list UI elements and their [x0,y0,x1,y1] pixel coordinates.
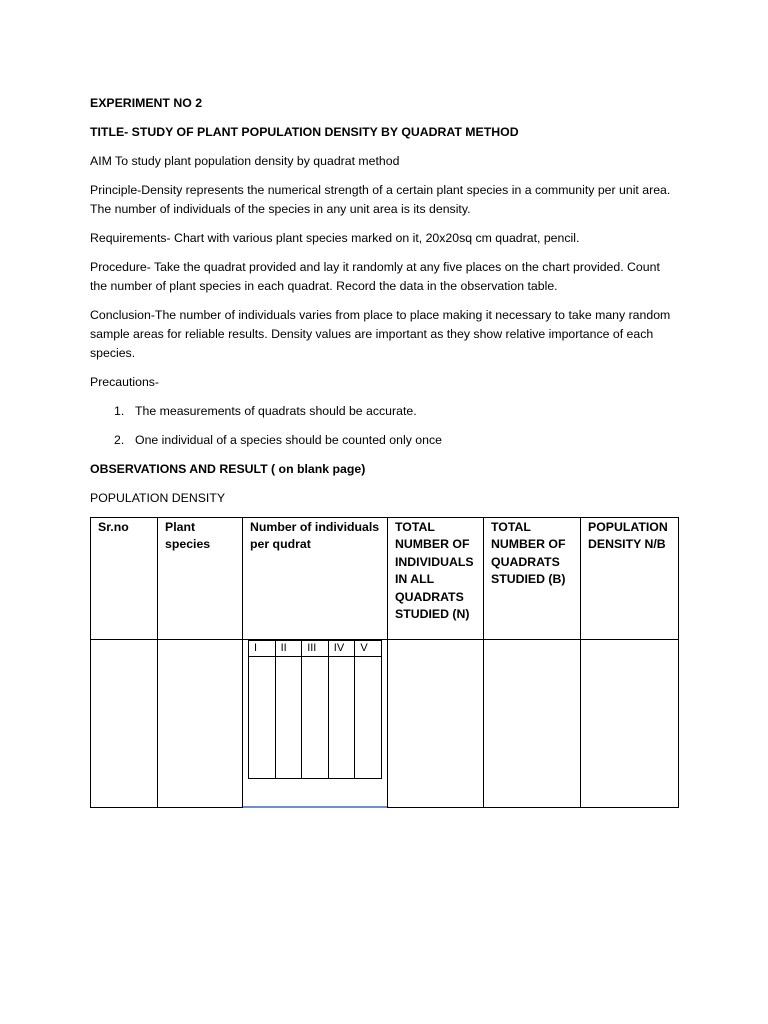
table-cell [388,640,484,808]
table-header-row [91,518,679,640]
table-cell [91,640,158,808]
quadrat-value-row [249,657,382,779]
aim-paragraph: AIM To study plant population density by quadrat method [90,154,400,168]
precautions-label: Precautions- [90,375,160,389]
quadrat-subtable [248,640,382,779]
procedure-paragraph: Procedure- Take the quadrat provided and lay it randomly at any five places on the chart provided. Count the number of plant species in each quadrat. Record the data in the observation table. [90,260,660,293]
header-individuals-per-quadrat: Number of individuals per qudrat [250,520,380,552]
header-cell [581,518,679,640]
experiment-title: TITLE- STUDY OF PLANT POPULATION DENSITY BY QUADRAT METHOD [90,125,519,139]
header-cell [484,518,581,640]
header-cell [91,518,158,640]
quadrat-value-cell [355,657,382,779]
quadrat-cell [243,640,388,808]
quadrat-label: I [249,641,276,657]
conclusion-paragraph: Conclusion-The number of individuals varies from place to place making it necessary to take many random sample areas for reliable results. Density values are important as they show relative importance of each species. [90,308,671,360]
header-cell [388,518,484,640]
table-cell [158,640,243,808]
header-population-density: POPULATION DENSITY N/B [588,520,668,552]
precautions-list [90,402,680,450]
header-srno: Sr.no [98,520,129,534]
observation-table [90,517,679,808]
quadrat-label-row [249,641,382,657]
header-cell [243,518,388,640]
header-total-quadrats: TOTAL NUMBER OF QUADRATS STUDIED (B) [491,520,566,587]
observations-heading: OBSERVATIONS AND RESULT ( on blank page) [90,462,366,476]
table-title: POPULATION DENSITY [90,491,226,505]
principle-paragraph: Principle-Density represents the numerical strength of a certain plant species in a community per unit area. The number of individuals of the species in any unit area is its density. [90,183,671,216]
quadrat-value-cell [249,657,276,779]
document-page [90,94,680,518]
quadrat-label: III [302,641,329,657]
requirements-paragraph: Requirements- Chart with various plant species marked on it, 20x20sq cm quadrat, pencil. [90,231,580,245]
list-item [90,431,680,450]
table-cell [484,640,581,808]
quadrat-value-cell [275,657,302,779]
list-item [90,402,680,421]
list-text: One individual of a species should be counted only once [135,433,442,447]
quadrat-label: V [355,641,382,657]
list-text: The measurements of quadrats should be accurate. [135,404,417,418]
quadrat-label: IV [328,641,355,657]
header-cell [158,518,243,640]
list-number: 1. [114,404,125,418]
header-total-individuals: TOTAL NUMBER OF INDIVIDUALS IN ALL QUADRATS STUDIED (N) [395,520,474,622]
list-number: 2. [114,433,125,447]
quadrat-value-cell [302,657,329,779]
cell-underline [243,806,387,808]
header-plant-species: Plant species [165,520,211,552]
table-cell [581,640,679,808]
table-row [91,640,679,808]
quadrat-value-cell [328,657,355,779]
experiment-number: EXPERIMENT NO 2 [90,96,203,110]
quadrat-label: II [275,641,302,657]
